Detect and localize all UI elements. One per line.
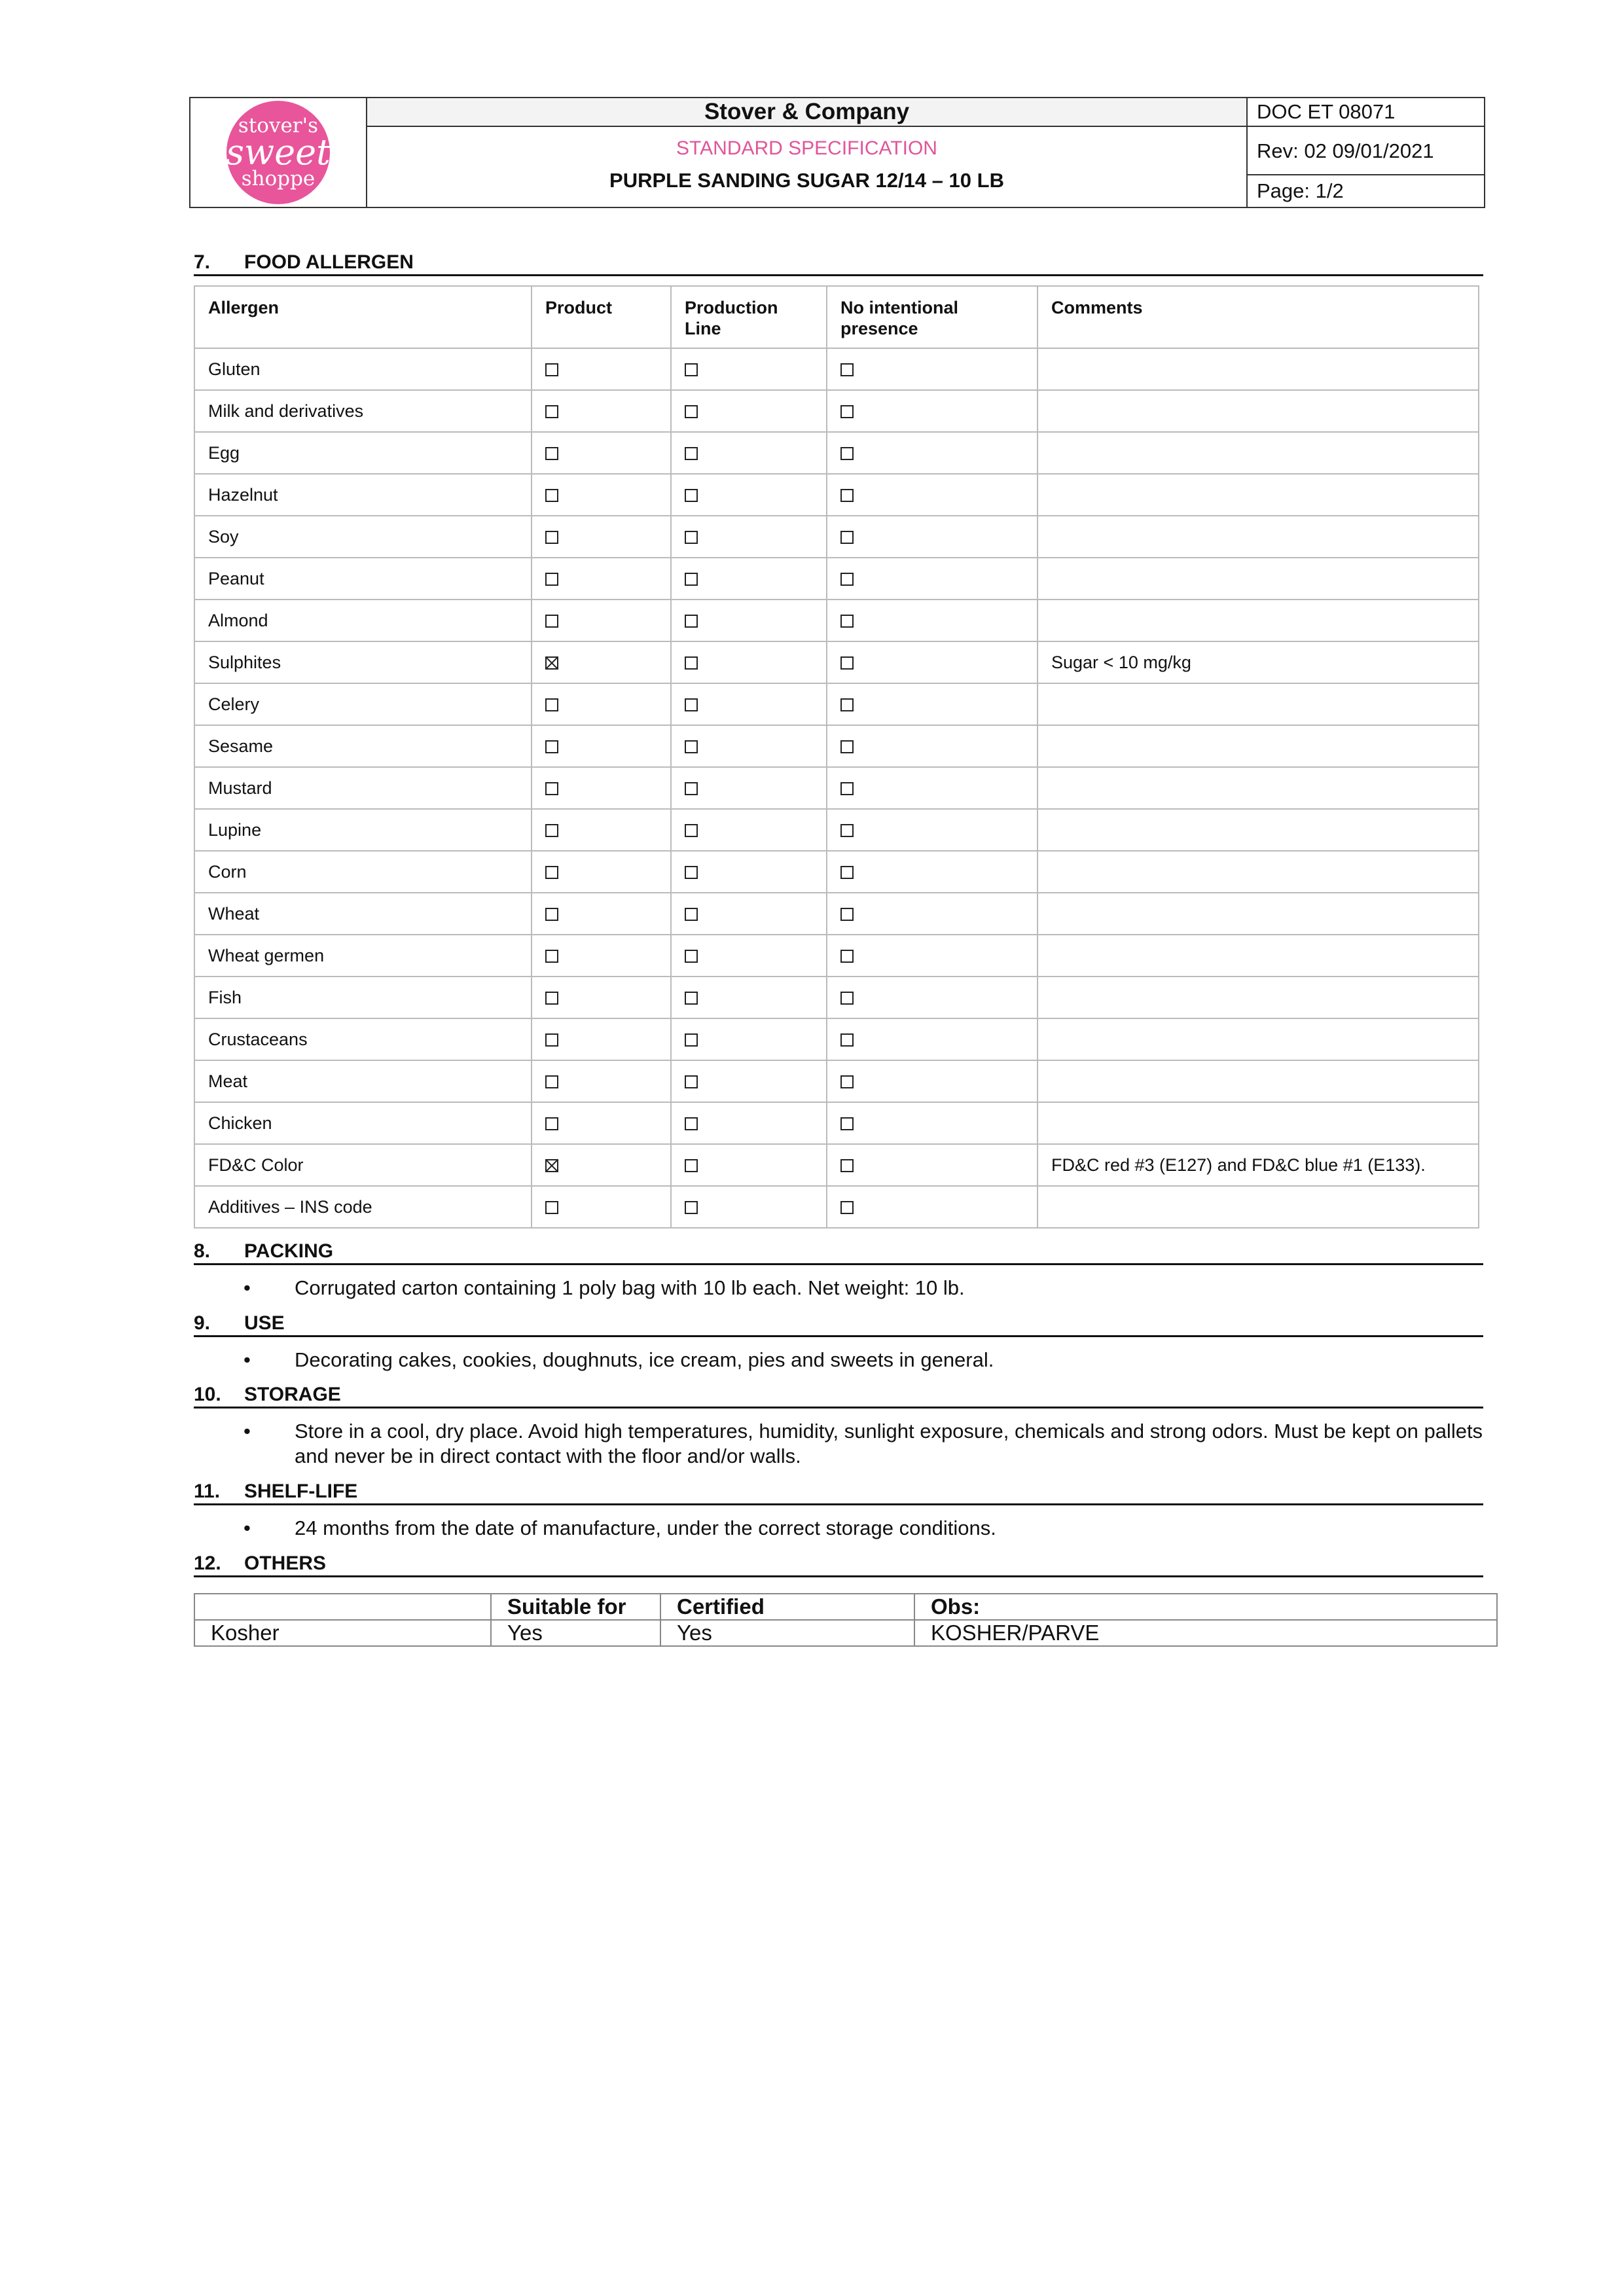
allergen-name: FD&C Color — [194, 1144, 532, 1186]
checkbox-icon — [840, 908, 854, 921]
checkbox-icon — [840, 615, 854, 628]
allergen-comment — [1038, 516, 1479, 558]
checkbox-icon — [840, 363, 854, 376]
checkbox-cell — [671, 1060, 827, 1102]
checkbox-icon — [685, 656, 698, 670]
checkbox-cell — [532, 1060, 671, 1102]
checkbox-cell — [827, 558, 1038, 600]
checkbox-icon — [545, 1033, 558, 1047]
checkbox-icon — [685, 531, 698, 544]
section-use — [194, 1311, 1483, 1337]
col-allergen: Allergen — [194, 286, 532, 348]
allergen-row — [194, 516, 1479, 558]
checkbox-cell — [532, 432, 671, 474]
checkbox-icon — [545, 698, 558, 711]
allergen-comment — [1038, 809, 1479, 851]
section-storage — [194, 1382, 1483, 1408]
checkbox-cell — [671, 725, 827, 767]
bullet-text: Decorating cakes, cookies, doughnuts, ice cream, pies and sweets in general. — [295, 1348, 994, 1371]
checkbox-icon — [545, 1201, 558, 1214]
checkbox-icon — [545, 824, 558, 837]
others-header-row — [194, 1594, 1497, 1620]
checkbox-cell — [671, 1102, 827, 1144]
checkbox-cell — [827, 1102, 1038, 1144]
checkbox-icon — [545, 950, 558, 963]
allergen-row — [194, 641, 1479, 683]
allergen-name: Celery — [194, 683, 532, 725]
checkbox-cell — [827, 390, 1038, 432]
allergen-row — [194, 558, 1479, 600]
checkbox-icon — [840, 1075, 854, 1088]
checkbox-icon — [840, 782, 854, 795]
logo-cell — [190, 98, 367, 207]
col-production-line: Production Line — [671, 286, 827, 348]
storage-bullet — [244, 1419, 1487, 1469]
others-cell: Yes — [491, 1620, 660, 1646]
product-name: PURPLE SANDING SUGAR 12/14 – 10 LB — [609, 169, 1004, 192]
allergen-row — [194, 474, 1479, 516]
checkbox-icon — [545, 363, 558, 376]
checkbox-icon — [545, 447, 558, 460]
checkbox-icon — [840, 1201, 854, 1214]
checkbox-cell — [671, 600, 827, 641]
checkbox-icon — [545, 782, 558, 795]
checkbox-cell — [671, 1144, 827, 1186]
checkbox-icon — [840, 405, 854, 418]
header-meta-cell — [1248, 98, 1484, 207]
allergen-name: Milk and derivatives — [194, 390, 532, 432]
checkbox-cell — [532, 767, 671, 809]
checkbox-icon — [685, 950, 698, 963]
allergen-row — [194, 767, 1479, 809]
checkbox-cell — [532, 1018, 671, 1060]
allergen-name: Mustard — [194, 767, 532, 809]
allergen-comment — [1038, 767, 1479, 809]
checkbox-icon — [840, 992, 854, 1005]
section-title: PACKING — [244, 1240, 334, 1262]
checkbox-icon — [685, 992, 698, 1005]
revision: Rev: 02 09/01/2021 — [1248, 127, 1484, 175]
checkbox-icon — [840, 866, 854, 879]
checkbox-cell — [671, 935, 827, 977]
checkbox-cell — [827, 683, 1038, 725]
checkbox-icon — [685, 1117, 698, 1130]
allergen-row — [194, 809, 1479, 851]
allergen-row — [194, 1144, 1479, 1186]
allergen-name: Corn — [194, 851, 532, 893]
allergen-row — [194, 977, 1479, 1018]
allergen-name: Chicken — [194, 1102, 532, 1144]
section-number: 11. — [194, 1480, 221, 1502]
checkbox-icon — [685, 908, 698, 921]
section-number: 9. — [194, 1312, 211, 1334]
checkbox-icon — [545, 405, 558, 418]
bullet-icon: • — [244, 1516, 251, 1539]
checkbox-icon — [545, 908, 558, 921]
allergen-name: Hazelnut — [194, 474, 532, 516]
checked-box-icon — [545, 656, 558, 670]
col-no-intentional-presence: No intentional presence — [827, 286, 1038, 348]
others-table — [194, 1593, 1498, 1647]
checkbox-icon — [840, 950, 854, 963]
checkbox-cell — [827, 474, 1038, 516]
checkbox-cell — [671, 1018, 827, 1060]
section-food-allergen — [194, 250, 1483, 276]
allergen-row — [194, 1186, 1479, 1228]
doc-number: DOC ET 08071 — [1248, 98, 1484, 127]
allergen-row — [194, 1060, 1479, 1102]
allergen-header-row — [194, 286, 1479, 348]
allergen-comment — [1038, 558, 1479, 600]
allergen-comment — [1038, 1018, 1479, 1060]
checkbox-cell — [671, 893, 827, 935]
allergen-comment — [1038, 600, 1479, 641]
checkbox-icon — [840, 1159, 854, 1172]
checkbox-cell — [671, 683, 827, 725]
section-packing — [194, 1239, 1483, 1265]
checkbox-icon — [840, 1117, 854, 1130]
logo-line-1: stover's — [238, 114, 319, 137]
logo-line-2: sweet — [226, 132, 331, 173]
allergen-comment — [1038, 390, 1479, 432]
allergen-comment — [1038, 725, 1479, 767]
allergen-comment — [1038, 935, 1479, 977]
checkbox-cell — [532, 1102, 671, 1144]
checkbox-cell — [827, 348, 1038, 390]
bullet-icon: • — [244, 1420, 251, 1443]
checkbox-cell — [532, 683, 671, 725]
allergen-row — [194, 600, 1479, 641]
checkbox-cell — [532, 1144, 671, 1186]
col-comments: Comments — [1038, 286, 1479, 348]
checkbox-icon — [685, 1201, 698, 1214]
checkbox-icon — [545, 573, 558, 586]
others-cell: Yes — [660, 1620, 914, 1646]
checkbox-icon — [545, 992, 558, 1005]
checkbox-cell — [671, 516, 827, 558]
checkbox-icon — [840, 447, 854, 460]
allergen-comment: Sugar < 10 mg/kg — [1038, 641, 1479, 683]
checkbox-icon — [685, 573, 698, 586]
logo-line-3: shoppe — [241, 167, 316, 190]
checkbox-cell — [671, 809, 827, 851]
checkbox-cell — [671, 348, 827, 390]
checkbox-cell — [827, 1060, 1038, 1102]
allergen-comment — [1038, 851, 1479, 893]
allergen-comment — [1038, 977, 1479, 1018]
checkbox-cell — [532, 809, 671, 851]
allergen-name: Fish — [194, 977, 532, 1018]
allergen-name: Lupine — [194, 809, 532, 851]
allergen-name: Peanut — [194, 558, 532, 600]
section-title: FOOD ALLERGEN — [244, 251, 414, 273]
allergen-row — [194, 683, 1479, 725]
shelf-life-bullet — [244, 1516, 1487, 1541]
allergen-comment — [1038, 1186, 1479, 1228]
checkbox-cell — [827, 432, 1038, 474]
checkbox-cell — [671, 641, 827, 683]
others-col-certified: Certified — [660, 1594, 914, 1620]
checked-box-icon — [545, 1159, 558, 1172]
allergen-row — [194, 725, 1479, 767]
checkbox-icon — [545, 740, 558, 753]
bullet-text: 24 months from the date of manufacture, under the correct storage conditions. — [295, 1516, 996, 1539]
checkbox-cell — [827, 1018, 1038, 1060]
allergen-table — [194, 285, 1479, 1229]
checkbox-cell — [532, 516, 671, 558]
checkbox-cell — [827, 977, 1038, 1018]
checkbox-icon — [545, 1075, 558, 1088]
bullet-text: Corrugated carton containing 1 poly bag with 10 lb each. Net weight: 10 lb. — [295, 1276, 965, 1299]
checkbox-cell — [532, 348, 671, 390]
checkbox-cell — [671, 558, 827, 600]
others-cell: Kosher — [194, 1620, 491, 1646]
allergen-name: Egg — [194, 432, 532, 474]
section-number: 7. — [194, 251, 211, 273]
checkbox-icon — [545, 866, 558, 879]
checkbox-icon — [685, 489, 698, 502]
allergen-comment — [1038, 683, 1479, 725]
checkbox-icon — [685, 1033, 698, 1047]
section-others — [194, 1551, 1483, 1577]
checkbox-icon — [545, 1117, 558, 1130]
checkbox-cell — [532, 558, 671, 600]
allergen-row — [194, 390, 1479, 432]
others-cell: KOSHER/PARVE — [914, 1620, 1497, 1646]
checkbox-cell — [532, 935, 671, 977]
checkbox-cell — [532, 641, 671, 683]
packing-bullet — [244, 1276, 1487, 1300]
allergen-name: Crustaceans — [194, 1018, 532, 1060]
company-name: Stover & Company — [367, 98, 1246, 127]
allergen-comment — [1038, 348, 1479, 390]
section-number: 10. — [194, 1384, 221, 1405]
allergen-name: Wheat germen — [194, 935, 532, 977]
checkbox-cell — [827, 1144, 1038, 1186]
bullet-icon: • — [244, 1276, 251, 1299]
checkbox-icon — [685, 363, 698, 376]
checkbox-cell — [671, 474, 827, 516]
checkbox-icon — [545, 615, 558, 628]
allergen-name: Additives – INS code — [194, 1186, 532, 1228]
checkbox-icon — [685, 782, 698, 795]
document-header — [189, 97, 1485, 208]
checkbox-cell — [532, 725, 671, 767]
allergen-row — [194, 1018, 1479, 1060]
allergen-comment — [1038, 474, 1479, 516]
allergen-row — [194, 851, 1479, 893]
checkbox-cell — [671, 977, 827, 1018]
checkbox-icon — [685, 1075, 698, 1088]
checkbox-icon — [685, 405, 698, 418]
allergen-row — [194, 348, 1479, 390]
checkbox-icon — [685, 866, 698, 879]
bullet-text: Store in a cool, dry place. Avoid high temperatures, humidity, sunlight exposure, chemicals and strong odors. Must be kept on pallets and never be in direct contact with the floor and/or walls. — [295, 1420, 1483, 1467]
bullet-icon: • — [244, 1348, 251, 1371]
checkbox-cell — [532, 851, 671, 893]
checkbox-cell — [827, 1186, 1038, 1228]
checkbox-icon — [840, 698, 854, 711]
checkbox-cell — [827, 725, 1038, 767]
checkbox-cell — [671, 390, 827, 432]
checkbox-icon — [685, 1159, 698, 1172]
spec-type: STANDARD SPECIFICATION — [676, 137, 937, 159]
checkbox-icon — [840, 489, 854, 502]
checkbox-cell — [532, 977, 671, 1018]
checkbox-icon — [685, 447, 698, 460]
page-number: Page: 1/2 — [1257, 179, 1344, 202]
allergen-comment: FD&C red #3 (E127) and FD&C blue #1 (E133). — [1038, 1144, 1479, 1186]
allergen-name: Sulphites — [194, 641, 532, 683]
checkbox-icon — [545, 531, 558, 544]
section-title: SHELF-LIFE — [244, 1480, 358, 1502]
allergen-comment — [1038, 893, 1479, 935]
checkbox-cell — [827, 809, 1038, 851]
allergen-row — [194, 893, 1479, 935]
checkbox-cell — [671, 432, 827, 474]
checkbox-icon — [840, 531, 854, 544]
section-number: 8. — [194, 1240, 211, 1262]
checkbox-cell — [532, 390, 671, 432]
section-shelf-life — [194, 1479, 1483, 1505]
checkbox-icon — [840, 573, 854, 586]
checkbox-icon — [840, 656, 854, 670]
company-logo — [226, 101, 330, 204]
checkbox-cell — [827, 935, 1038, 977]
checkbox-cell — [827, 893, 1038, 935]
checkbox-icon — [840, 740, 854, 753]
checkbox-cell — [827, 600, 1038, 641]
allergen-row — [194, 1102, 1479, 1144]
allergen-row — [194, 432, 1479, 474]
checkbox-icon — [840, 1033, 854, 1047]
checkbox-cell — [532, 474, 671, 516]
allergen-comment — [1038, 1102, 1479, 1144]
checkbox-icon — [685, 740, 698, 753]
allergen-comment — [1038, 1060, 1479, 1102]
section-title: STORAGE — [244, 1384, 341, 1405]
allergen-name: Soy — [194, 516, 532, 558]
others-col-blank — [194, 1594, 491, 1620]
allergen-row — [194, 935, 1479, 977]
allergen-comment — [1038, 432, 1479, 474]
allergen-name: Wheat — [194, 893, 532, 935]
header-title-cell — [367, 98, 1248, 207]
checkbox-icon — [545, 489, 558, 502]
allergen-name: Sesame — [194, 725, 532, 767]
checkbox-cell — [827, 516, 1038, 558]
allergen-name: Meat — [194, 1060, 532, 1102]
checkbox-icon — [685, 824, 698, 837]
section-title: USE — [244, 1312, 285, 1334]
checkbox-icon — [840, 824, 854, 837]
checkbox-cell — [827, 851, 1038, 893]
checkbox-cell — [827, 641, 1038, 683]
checkbox-cell — [671, 767, 827, 809]
others-col-obs: Obs: — [914, 1594, 1497, 1620]
col-product: Product — [532, 286, 671, 348]
checkbox-cell — [671, 1186, 827, 1228]
checkbox-icon — [685, 615, 698, 628]
checkbox-cell — [532, 1186, 671, 1228]
checkbox-cell — [532, 893, 671, 935]
checkbox-cell — [532, 600, 671, 641]
checkbox-icon — [685, 698, 698, 711]
others-col-suitable: Suitable for — [491, 1594, 660, 1620]
allergen-name: Almond — [194, 600, 532, 641]
use-bullet — [244, 1348, 1487, 1372]
allergen-name: Gluten — [194, 348, 532, 390]
checkbox-cell — [671, 851, 827, 893]
others-row-kosher — [194, 1620, 1497, 1646]
section-number: 12. — [194, 1552, 221, 1574]
section-title: OTHERS — [244, 1552, 327, 1574]
checkbox-cell — [827, 767, 1038, 809]
